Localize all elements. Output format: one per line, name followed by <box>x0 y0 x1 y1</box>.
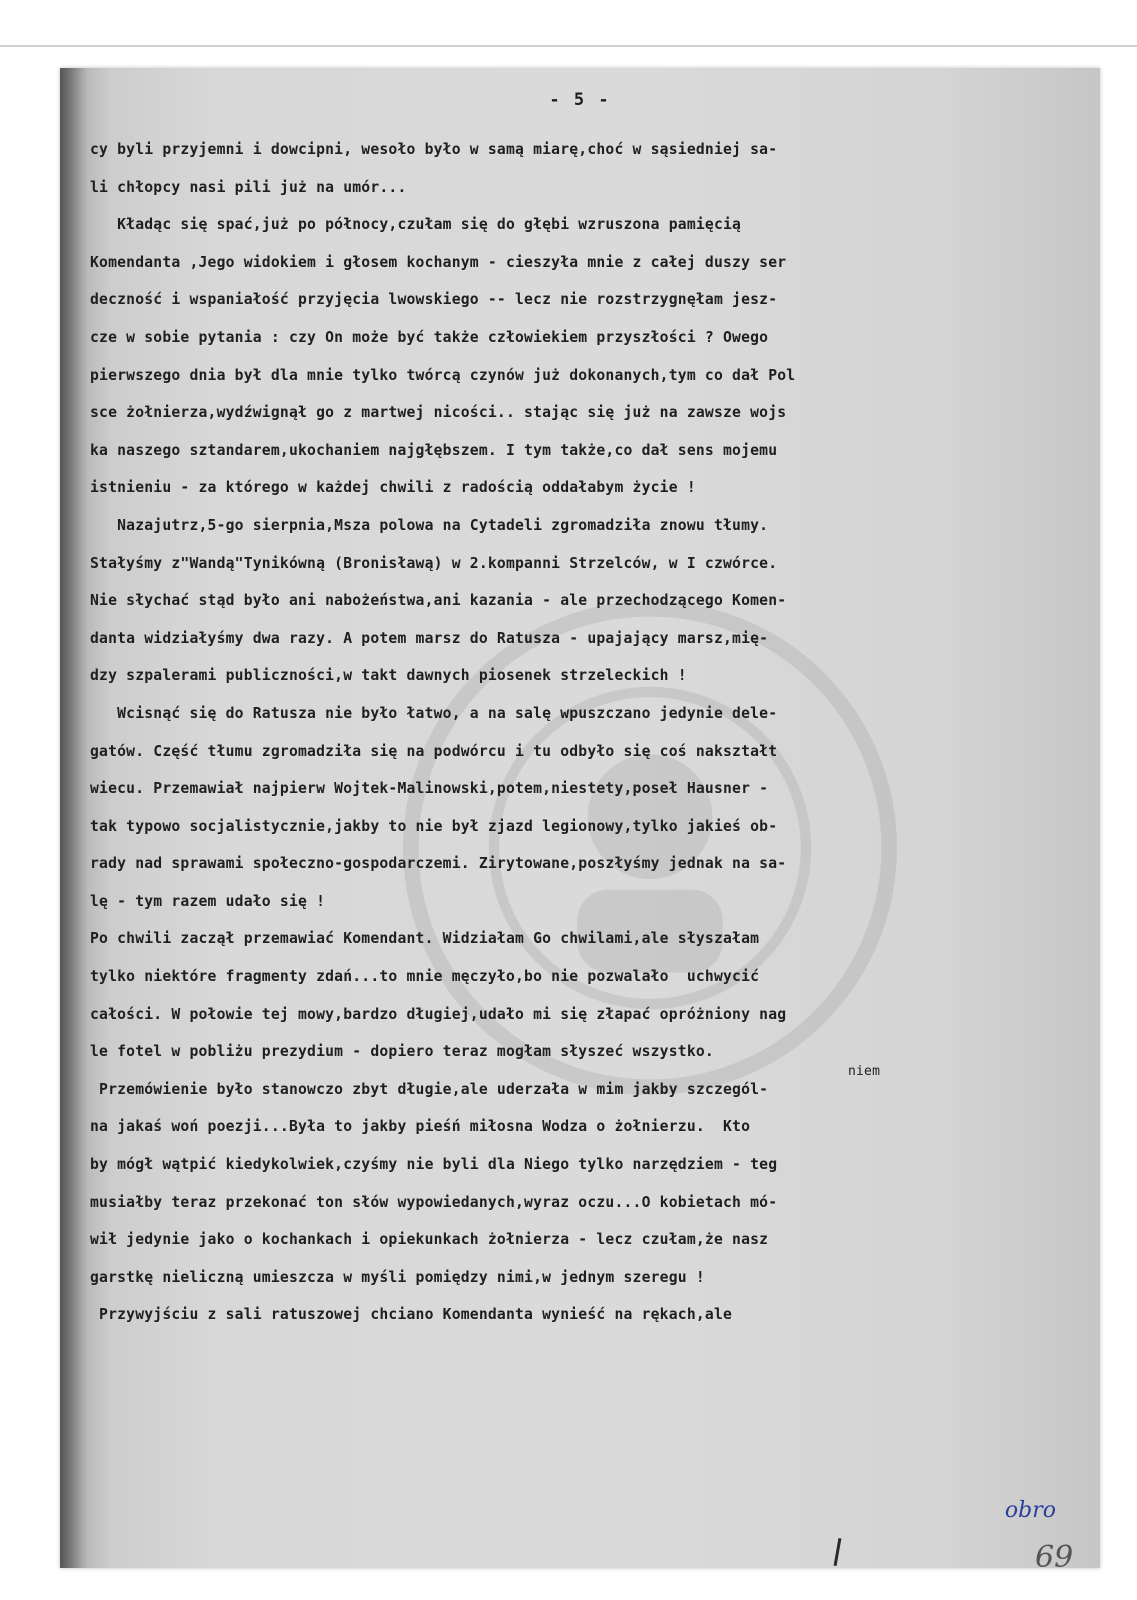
text-line: cy byli przyjemni i dowcipni, wesoło było w samą miarę,choć w sąsiedniej sa- <box>90 141 778 158</box>
typewritten-page <box>60 68 1100 1568</box>
text-line: tylko niektóre fragmenty zdań...to mnie męczyło,bo nie pozwalało uchwycić <box>90 968 760 986</box>
text-line: Stałyśmy z"Wandą"Tynikówną (Bronisławą) w 2.kompanni Strzelców, w I czwórce. <box>90 554 778 572</box>
text-line: le fotel w pobliżu prezydium - dopiero teraz mogłam słyszeć wszystko. <box>90 1043 714 1061</box>
text-line: Przywyjściu z sali ratuszowej chciano Komendanta wynieść na rękach,ale <box>90 1306 733 1324</box>
interlinear-insertion: niem <box>848 1063 881 1079</box>
text-line: danta widziałyśmy dwa razy. A potem marsz do Ratusza - upajający marsz,mię- <box>90 629 769 647</box>
text-line: Komendanta ,Jego widokiem i głosem kochanym - cieszyła mnie z całej duszy ser <box>90 253 787 271</box>
folio-number: 69 <box>1035 1540 1074 1575</box>
text-line: sce żołnierza,wydźwignął go z martwej nicości.. stając się już na zawsze wojs <box>90 404 787 422</box>
text-line: rady nad sprawami społeczno-gospodarczemi. Zirytowane,poszłyśmy jednak na sa- <box>90 855 787 873</box>
text-line: lę - tym razem udało się ! <box>90 892 326 910</box>
text-line: dzy szpalerami publiczności,w takt dawnych piosenek strzeleckich ! <box>90 667 687 685</box>
scan-top-edge <box>0 45 1137 47</box>
text-line: całości. W połowie tej mowy,bardzo długiej,udało mi się złapać opróżniony nag <box>90 1005 787 1023</box>
text-line: tak typowo socjalistycznie,jakby to nie był zjazd legionowy,tylko jakieś ob- <box>90 817 778 835</box>
pen-mark <box>834 1538 842 1566</box>
text-line: garstkę nieliczną umieszcza w myśli pomiędzy nimi,w jednym szeregu ! <box>90 1268 705 1286</box>
text-line: istnieniu - za którego w każdej chwili z radością oddałabym życie ! <box>90 479 696 497</box>
text-line: Po chwili zaczął przemawiać Komendant. Widziałam Go chwilami,ale słyszałam <box>90 930 760 948</box>
text-line: gatów. Część tłumu zgromadziła się na podwórcu i tu odbyło się coś nakształt <box>90 742 778 760</box>
text-line: li chłopcy nasi pili już na umór... <box>90 178 407 196</box>
text-line: pierwszego dnia był dla mnie tylko twórcą czynów już dokonanych,tym co dał Pol <box>90 366 796 384</box>
text-line: na jakaś woń poezji...Była to jakby pieśń miłosna Wodza o żołnierzu. Kto <box>90 1118 751 1136</box>
text-line: Przemówienie było stanowczo zbyt długie,ale uderzała w mim jakby szczegól- <box>90 1080 769 1098</box>
text-line: Wcisnąć się do Ratusza nie było łatwo, a na salę wpuszczano jedynie dele- <box>90 704 778 722</box>
text-line: deczność i wspaniałość przyjęcia lwowskiego -- lecz nie rozstrzygnęłam jesz- <box>90 291 778 309</box>
text-line: by mógł wątpić kiedykolwiek,czyśmy nie byli dla Niego tylko narzędziem - teg <box>90 1156 778 1174</box>
text-line: wiecu. Przemawiał najpierw Wojtek-Malinowski,potem,niestety,poseł Hausner - <box>90 780 769 798</box>
text-line: ka naszego sztandarem,ukochaniem najgłębszem. I tym także,co dał sens mojemu <box>90 441 778 459</box>
text-line: wił jedynie jako o kochankach i opiekunkach żołnierza - lecz czułam,że nasz <box>90 1231 769 1249</box>
text-line: Nie słychać stąd było ani nabożeństwa,ani kazania - ale przechodzącego Komen- <box>90 592 787 610</box>
handwritten-note: obro <box>1004 1498 1056 1523</box>
text-line: Kładąc się spać,już po północy,czułam się do głębi wzruszona pamięcią <box>90 216 742 234</box>
text-line: Nazajutrz,5-go sierpnia,Msza polowa na Cytadeli zgromadziła znowu tłumy. <box>90 516 769 534</box>
document-body <box>90 131 1080 1334</box>
text-line: cze w sobie pytania : czy On może być także człowiekiem przyszłości ? Owego <box>90 328 769 346</box>
text-line: musiałby teraz przekonać ton słów wypowiedanych,wyraz oczu...O kobietach mó- <box>90 1193 778 1211</box>
page-number: - 5 - <box>549 90 611 110</box>
